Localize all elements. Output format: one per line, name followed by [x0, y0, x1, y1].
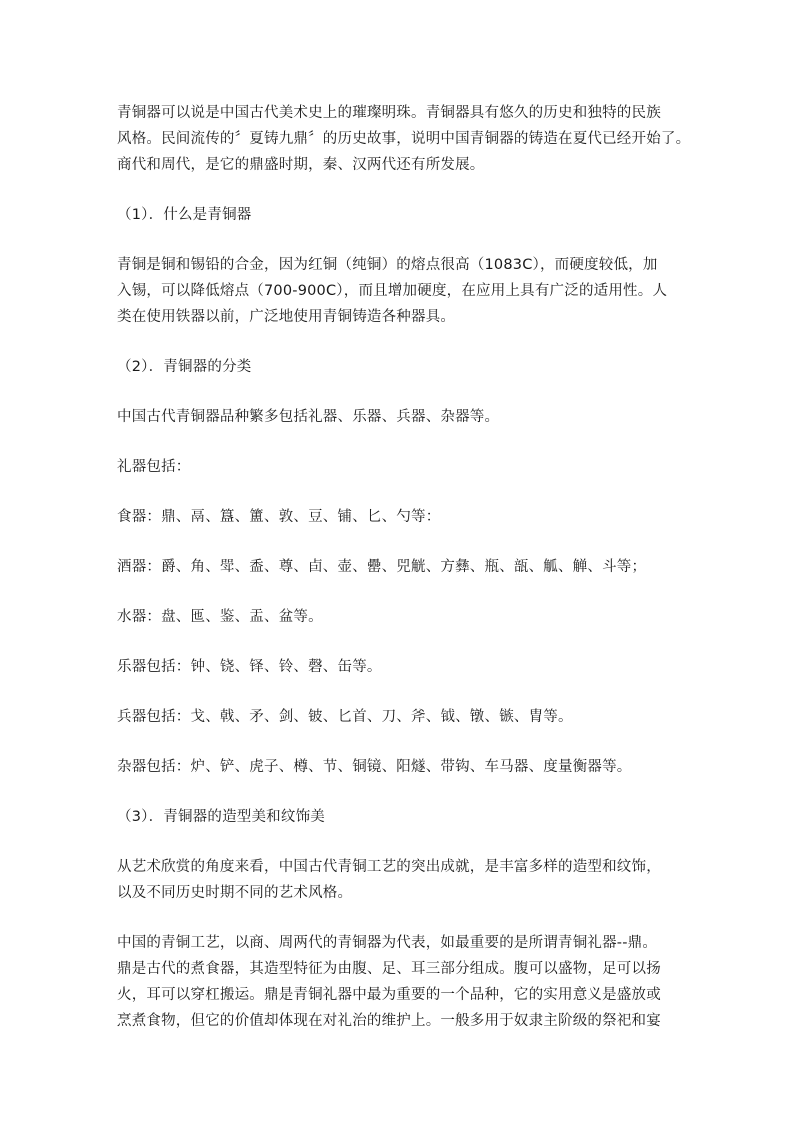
- paragraph-line: 水器：盘、匜、鉴、盂、盆等。: [117, 609, 323, 625]
- paragraph: [117, 930, 685, 1034]
- paragraph-line: 烹煮食物，但它的价值却体现在对礼治的维护上。一般多用于奴隶主阶级的祭祀和宴: [117, 1013, 661, 1029]
- paragraph: [117, 504, 685, 530]
- paragraph: [117, 854, 685, 906]
- paragraph: [117, 554, 685, 580]
- paragraph-line: 食器：鼎、鬲、簋、簠、敦、豆、铺、匕、勺等：: [117, 509, 441, 525]
- paragraph-line: 中国的青铜工艺，以商、周两代的青铜器为代表，如最重要的是所谓青铜礼器--鼎。: [117, 935, 658, 951]
- paragraph: [117, 252, 685, 330]
- paragraph-line: 青铜是铜和锡铅的合金，因为红铜（纯铜）的熔点很高（1083C），而硬度较低，加: [117, 257, 658, 273]
- paragraph-line: （2）．青铜器的分类: [117, 359, 252, 375]
- paragraph-line: 中国古代青铜器品种繁多包括礼器、乐器、兵器、杂器等。: [117, 409, 500, 425]
- paragraph-line: 杂器包括：炉、铲、虎子、樽、节、铜镜、阳燧、带钩、车马器、度量衡器等。: [117, 759, 632, 775]
- paragraph-line: 类在使用铁器以前，广泛地使用青铜铸造各种器具。: [117, 309, 456, 325]
- paragraph-line: 酒器：爵、角、斝、盉、尊、卣、壶、罍、兕觥、方彝、瓶、瓿、觚、觯、斗等；: [117, 559, 647, 575]
- paragraph: [117, 654, 685, 680]
- paragraph-line: 鼎是古代的煮食器，其造型特征为由腹、足、耳三部分组成。腹可以盛物，足可以扬: [117, 961, 661, 977]
- paragraph: [117, 354, 685, 380]
- paragraph-line: （1）．什么是青铜器: [117, 207, 252, 223]
- paragraph-line: 入锡，可以降低熔点（700-900C），而且增加硬度，在应用上具有广泛的适用性。人: [117, 283, 668, 299]
- paragraph-line: （3）．青铜器的造型美和纹饰美: [117, 809, 325, 825]
- paragraph-line: 乐器包括：钟、铙、铎、铃、磬、缶等。: [117, 659, 382, 675]
- paragraph-line: 风格。民间流传的〞夏铸九鼎〞的历史故事，说明中国青铜器的铸造在夏代已经开始了。: [117, 131, 691, 147]
- paragraph: [117, 754, 685, 780]
- paragraph-line: 火，耳可以穿杠搬运。鼎是青铜礼器中最为重要的一个品种，它的实用意义是盛放或: [117, 987, 661, 1003]
- paragraph-line: 商代和周代，是它的鼎盛时期，秦、汉两代还有所发展。: [117, 157, 485, 173]
- paragraph: [117, 604, 685, 630]
- paragraph: [117, 454, 685, 480]
- paragraph-line: 青铜器可以说是中国古代美术史上的璀璨明珠。青铜器具有悠久的历史和独特的民族: [117, 105, 661, 121]
- paragraph: [117, 404, 685, 430]
- document-body: [117, 100, 691, 1058]
- paragraph: [117, 202, 685, 228]
- paragraph-line: 礼器包括：: [117, 459, 191, 475]
- paragraph-line: 从艺术欣赏的角度来看，中国古代青铜工艺的突出成就，是丰富多样的造型和纹饰，: [117, 859, 661, 875]
- paragraph: [117, 100, 691, 178]
- paragraph: [117, 804, 685, 830]
- paragraph: [117, 704, 685, 730]
- paragraph-line: 以及不同历史时期不同的艺术风格。: [117, 885, 353, 901]
- paragraph-line: 兵器包括：戈、戟、矛、剑、铍、匕首、刀、斧、钺、镦、镞、胄等。: [117, 709, 573, 725]
